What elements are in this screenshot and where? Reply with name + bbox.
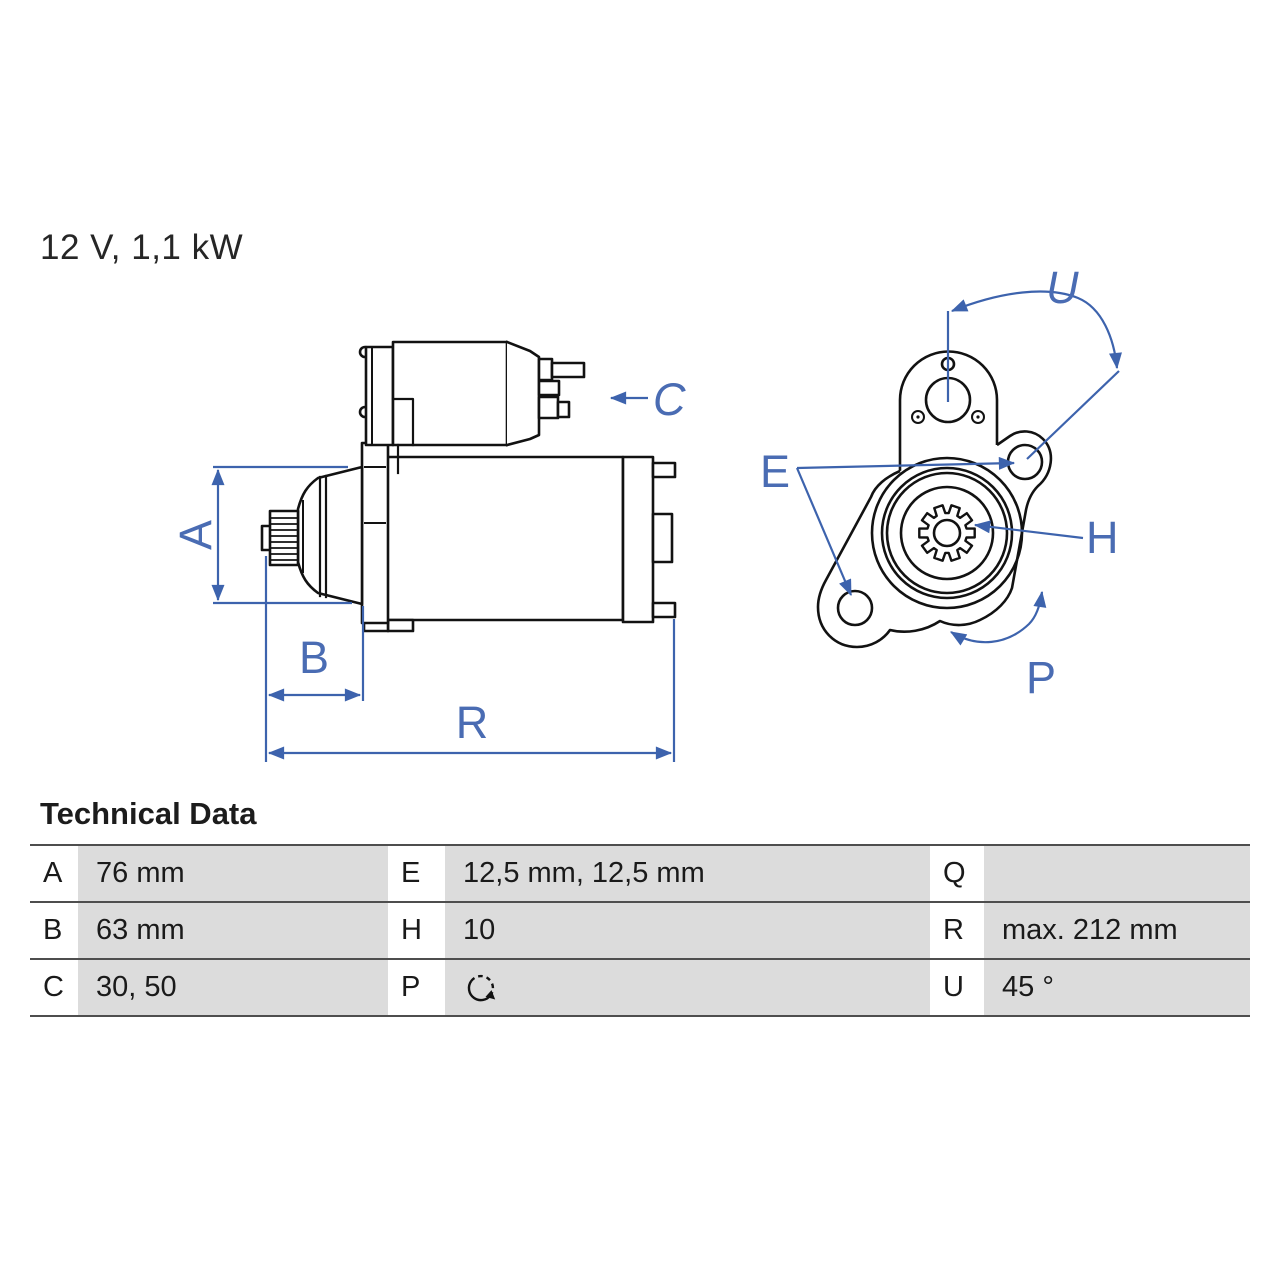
motor-body xyxy=(387,457,623,620)
dimension-label-P: P xyxy=(1026,652,1057,703)
spec-key-U: U xyxy=(930,960,984,1015)
angle-arc-U xyxy=(952,292,1117,368)
technical-data-table xyxy=(30,844,1250,1017)
spec-key-C: C xyxy=(30,960,78,1015)
spec-key-P: P xyxy=(388,960,445,1015)
spec-key-A: A xyxy=(30,846,78,901)
mounting-flange xyxy=(362,443,388,623)
spec-value-C: 30, 50 xyxy=(78,960,388,1015)
spec-key-H: H xyxy=(388,903,445,958)
spec-key-E: E xyxy=(388,846,445,901)
technical-data-title: Technical Data xyxy=(40,796,257,831)
side-view-drawing xyxy=(262,342,675,631)
spec-value-E: 12,5 mm, 12,5 mm xyxy=(445,846,930,901)
solenoid-bracket xyxy=(366,347,393,445)
dimension-label-U: U xyxy=(1046,262,1079,313)
leader-line-E2 xyxy=(797,468,851,595)
table-row xyxy=(30,901,1250,958)
solenoid xyxy=(393,342,507,445)
table-row xyxy=(30,844,1250,901)
spec-value-R: max. 212 mm xyxy=(984,903,1250,958)
pinion-gear xyxy=(270,511,298,565)
dimension-label-E: E xyxy=(760,446,791,497)
voltage-power-rating: 12 V, 1,1 kW xyxy=(40,228,244,267)
spec-value-U: 45 ° xyxy=(984,960,1250,1015)
spec-key-Q: Q xyxy=(930,846,984,901)
rotation-clockwise-icon xyxy=(463,968,503,1008)
dimension-label-H: H xyxy=(1086,512,1119,563)
spec-value-P xyxy=(445,960,930,1015)
spec-value-B: 63 mm xyxy=(78,903,388,958)
spec-key-B: B xyxy=(30,903,78,958)
front-view-drawing xyxy=(818,351,1051,647)
bolt-hole-bottom-left xyxy=(838,591,872,625)
dimension-label-R: R xyxy=(455,697,489,748)
table-row xyxy=(30,958,1250,1017)
solenoid-terminals xyxy=(539,359,584,418)
spec-value-A: 76 mm xyxy=(78,846,388,901)
end-cap xyxy=(623,457,653,622)
dimension-label-A: A xyxy=(170,519,221,551)
shaft-bore xyxy=(934,520,960,546)
spec-value-Q xyxy=(984,846,1250,901)
dimension-label-C: C xyxy=(653,374,686,425)
spec-value-H: 10 xyxy=(445,903,930,958)
spec-key-R: R xyxy=(930,903,984,958)
dimension-label-B: B xyxy=(298,632,330,683)
drive-end-housing xyxy=(298,467,362,604)
